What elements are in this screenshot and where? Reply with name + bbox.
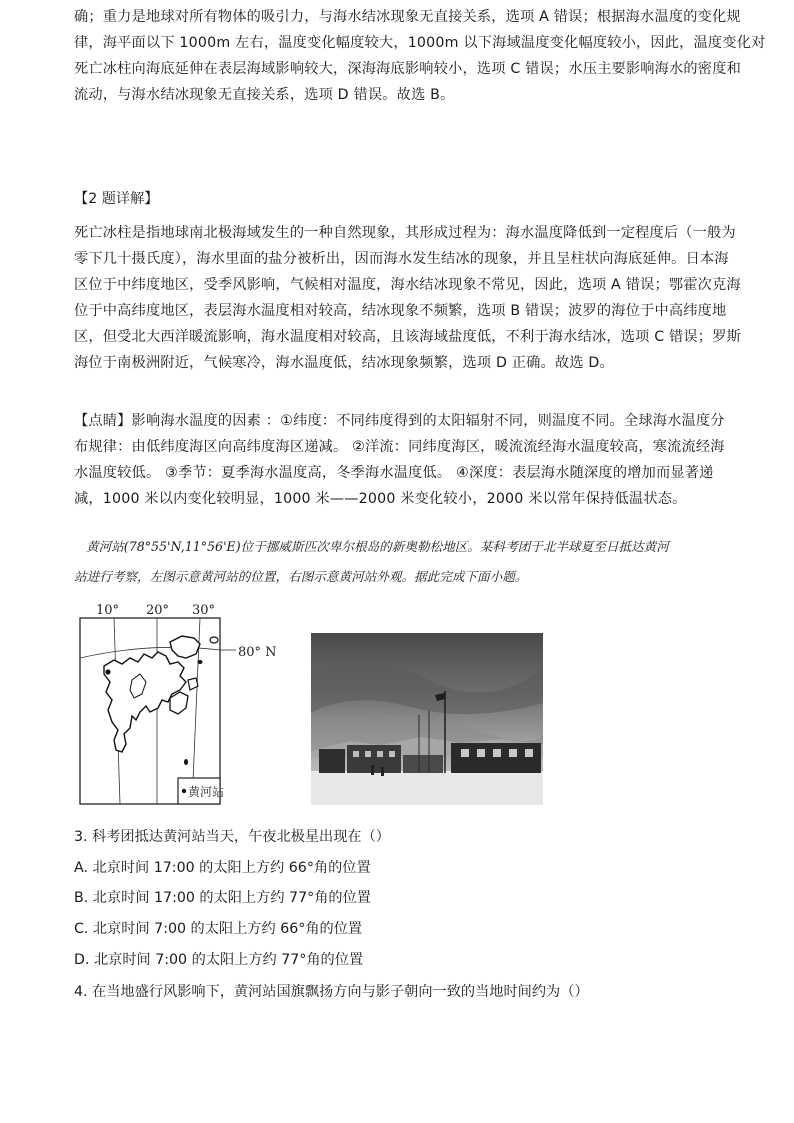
bear-island bbox=[184, 759, 188, 765]
text-line: 黄河站(78°55'N,11°56'E)位于挪威斯匹次卑尔根岛的新奥勒松地区。某科考团于北半球夏至日抵达黄河 bbox=[86, 539, 669, 554]
option-3b: B. 北京时间 17:00 的太阳上方约 77°角的位置 bbox=[74, 890, 371, 906]
text-line: 位于中高纬度地区，表层海水温度相对较高，结冰现象不频繁，选项 B 错误；波罗的海位于中高纬度地 bbox=[74, 303, 727, 319]
window bbox=[461, 749, 469, 757]
lon-label-20: 20° bbox=[146, 603, 170, 618]
legend-dot bbox=[182, 789, 186, 793]
station-marker bbox=[105, 669, 110, 674]
building bbox=[319, 749, 345, 773]
text-line: 零下几十摄氏度），海水里面的盐分被析出，因而海水发生结冰的现象，并且呈柱状向海底延伸。日本海 bbox=[74, 251, 729, 267]
lon-label-10: 10° bbox=[96, 603, 120, 618]
text-line: 区，但受北大西洋暖流影响，海水温度相对较高，且该海域盐度低，不利于海水结冰，选项 C 错误；罗斯 bbox=[74, 329, 741, 345]
text-line: 区位于中纬度地区，受季风影响，气候相对温度，海水结冰现象不常见，因此，选项 A 错误；鄂霍次克海 bbox=[74, 277, 741, 293]
answer-2-paragraph bbox=[74, 220, 741, 376]
legend-label: 黄河站 bbox=[188, 785, 225, 799]
option-3c: C. 北京时间 7:00 的太阳上方约 66°角的位置 bbox=[74, 921, 363, 937]
text-line: 律，海平面以下 1000m 左右，温度变化幅度较大，1000m 以下海域温度变化幅度较小，因此，温度变化对 bbox=[74, 35, 766, 51]
option-3a: A. 北京时间 17:00 的太阳上方约 66°角的位置 bbox=[74, 860, 371, 876]
option-3d: D. 北京时间 7:00 的太阳上方约 77°角的位置 bbox=[74, 952, 364, 968]
small-island bbox=[188, 678, 198, 690]
window bbox=[509, 749, 517, 757]
building bbox=[451, 743, 541, 773]
text-line: 流动，与海水结冰现象无直接关系，选项 D 错误。故选 B。 bbox=[74, 87, 455, 103]
northeast-island bbox=[170, 636, 200, 658]
building bbox=[403, 755, 443, 773]
text-line: 确；重力是地球对所有物体的吸引力，与海水结冰现象无直接关系，选项 A 错误；根据海水温度的变化规 bbox=[74, 9, 741, 25]
answer-1-paragraph bbox=[74, 4, 766, 108]
location-map bbox=[74, 602, 294, 808]
text-line: 海位于南极洲附近，气候寒冷，海水温度低，结冰现象频繁，选项 D 正确。故选 D。 bbox=[74, 355, 614, 371]
small-islet bbox=[198, 660, 203, 664]
snow-ground bbox=[311, 771, 543, 805]
window bbox=[377, 751, 383, 757]
tip-paragraph bbox=[74, 408, 726, 512]
window bbox=[525, 749, 533, 757]
window bbox=[493, 749, 501, 757]
window bbox=[477, 749, 485, 757]
person bbox=[371, 765, 374, 775]
text-line: 死亡冰柱向海底延伸在表层海域影响较大，深海海底影响较小，选项 C 错误；水压主要影响海水的密度和 bbox=[74, 61, 741, 77]
lon-label-30: 30° bbox=[192, 603, 216, 618]
east-island bbox=[170, 692, 188, 714]
person bbox=[381, 767, 384, 776]
window bbox=[353, 751, 359, 757]
text-line: 减，1000 米以内变化较明显，1000 米——2000 米变化较小，2000 米以常年保持低温状态。 bbox=[74, 491, 687, 507]
lat-label-80n: 80° N bbox=[238, 645, 277, 660]
question-4: 4. 在当地盛行风影响下，黄河站国旗飘扬方向与影子朝向一致的当地时间约为（） bbox=[74, 984, 589, 1000]
question-3: 3. 科考团抵达黄河站当天，午夜北极星出现在（） bbox=[74, 829, 390, 845]
text-line: 站进行考察，左图示意黄河站的位置，右图示意黄河站外观。据此完成下面小题。 bbox=[74, 569, 528, 584]
station-photo bbox=[311, 633, 543, 805]
intro-paragraph bbox=[74, 532, 734, 592]
text-line: 水温度较低。 ③季节：夏季海水温度高，冬季海水温度低。 ④深度：表层海水随深度的增加而显著递 bbox=[74, 465, 714, 481]
q2-heading: 【2 题详解】 bbox=[74, 191, 159, 207]
text-line: 【点睛】影响海水温度的因素 ：①纬度：不同纬度得到的太阳辐射不同，则温度不同。全球海水温度分 bbox=[74, 413, 725, 429]
window bbox=[365, 751, 371, 757]
window bbox=[389, 751, 395, 757]
text-line: 死亡冰柱是指地球南北极海域发生的一种自然现象，其形成过程为：海水温度降低到一定程度后（一般为 bbox=[74, 225, 736, 241]
kvitoya-island bbox=[210, 637, 218, 643]
text-line: 布规律：由低纬度海区向高纬度海区递减。 ②洋流：同纬度海区，暖流流经海水温度较高，寒流流经海 bbox=[74, 439, 725, 455]
